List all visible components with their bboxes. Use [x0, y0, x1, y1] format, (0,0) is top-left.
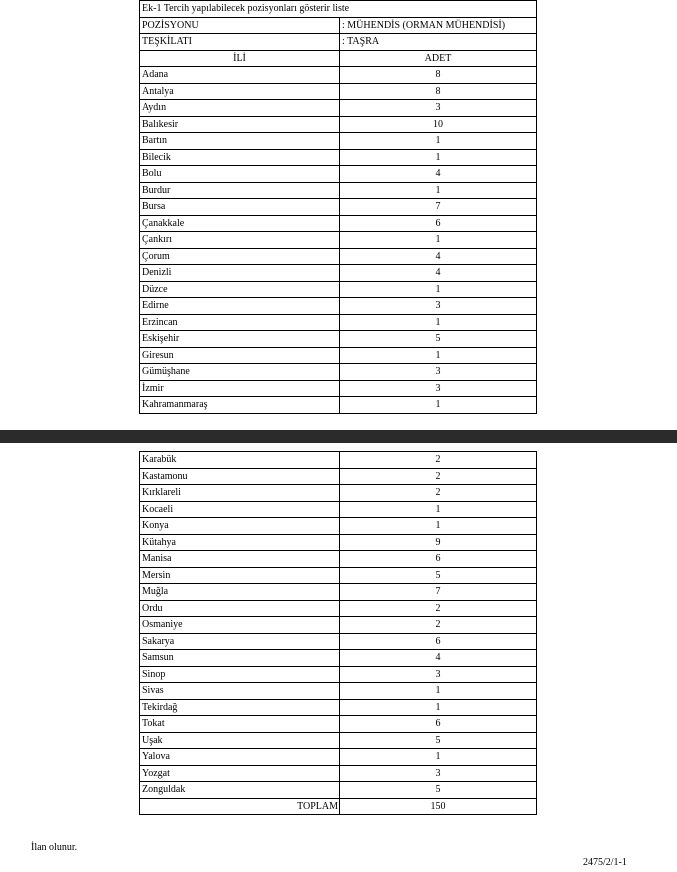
table-row: [140, 732, 537, 749]
organization-value: : TAŞRA: [340, 34, 537, 51]
organization-row: [140, 34, 537, 51]
count-cell: 4: [340, 248, 537, 265]
count-cell: 3: [340, 364, 537, 381]
count-cell: 2: [340, 468, 537, 485]
table-row: [140, 699, 537, 716]
province-cell: Aydın: [140, 100, 340, 117]
organization-label: TEŞKİLATI: [140, 34, 340, 51]
count-cell: 1: [340, 699, 537, 716]
province-cell: Gümüşhane: [140, 364, 340, 381]
positions-table-part2: [139, 451, 537, 815]
table-row: [140, 83, 537, 100]
province-cell: Muğla: [140, 584, 340, 601]
table-row: [140, 166, 537, 183]
table-row: [140, 215, 537, 232]
table-row: [140, 633, 537, 650]
count-cell: 1: [340, 749, 537, 766]
count-cell: 10: [340, 116, 537, 133]
count-cell: 4: [340, 650, 537, 667]
footer-note: İlan olunur.: [31, 842, 78, 853]
province-cell: Manisa: [140, 551, 340, 568]
table-row: [140, 650, 537, 667]
count-cell: 1: [340, 149, 537, 166]
province-cell: Sakarya: [140, 633, 340, 650]
province-cell: Çankırı: [140, 232, 340, 249]
table-row: [140, 265, 537, 282]
count-cell: 6: [340, 716, 537, 733]
province-cell: Kütahya: [140, 534, 340, 551]
table-row: [140, 485, 537, 502]
table-row: [140, 600, 537, 617]
total-value: 150: [340, 798, 537, 815]
table-row: [140, 567, 537, 584]
province-cell: Çanakkale: [140, 215, 340, 232]
table-row: [140, 232, 537, 249]
table-row: [140, 765, 537, 782]
province-cell: Denizli: [140, 265, 340, 282]
province-cell: Kırklareli: [140, 485, 340, 502]
province-cell: Kocaeli: [140, 501, 340, 518]
count-cell: 9: [340, 534, 537, 551]
table-row: [140, 551, 537, 568]
table-row: [140, 501, 537, 518]
province-cell: Uşak: [140, 732, 340, 749]
province-cell: Bolu: [140, 166, 340, 183]
province-cell: Giresun: [140, 347, 340, 364]
table-title: Ek-1 Tercih yapılabilecek pozisyonları gösterir liste: [140, 1, 537, 18]
column-header-row: [140, 50, 537, 67]
table-row: [140, 584, 537, 601]
table-row: [140, 182, 537, 199]
province-cell: Edirne: [140, 298, 340, 315]
province-cell: Tekirdağ: [140, 699, 340, 716]
table-row: [140, 314, 537, 331]
count-cell: 1: [340, 133, 537, 150]
count-cell: 2: [340, 617, 537, 634]
count-cell: 1: [340, 518, 537, 535]
count-cell: 1: [340, 314, 537, 331]
table-row: [140, 364, 537, 381]
province-cell: Yozgat: [140, 765, 340, 782]
positions-table-part1: [139, 0, 537, 414]
total-row: [140, 798, 537, 815]
count-cell: 3: [340, 380, 537, 397]
province-cell: Erzincan: [140, 314, 340, 331]
count-cell: 6: [340, 551, 537, 568]
count-cell: 5: [340, 331, 537, 348]
count-cell: 4: [340, 166, 537, 183]
count-cell: 1: [340, 281, 537, 298]
column-header-province: İLİ: [140, 50, 340, 67]
count-cell: 3: [340, 666, 537, 683]
count-cell: 7: [340, 584, 537, 601]
table-row: [140, 116, 537, 133]
table-row: [140, 683, 537, 700]
count-cell: 1: [340, 347, 537, 364]
table-row: [140, 298, 537, 315]
province-cell: Antalya: [140, 83, 340, 100]
count-cell: 2: [340, 600, 537, 617]
table-row: [140, 199, 537, 216]
count-cell: 8: [340, 67, 537, 84]
count-cell: 3: [340, 100, 537, 117]
count-cell: 5: [340, 567, 537, 584]
table-row: [140, 468, 537, 485]
count-cell: 1: [340, 683, 537, 700]
table-row: [140, 749, 537, 766]
table-row: [140, 716, 537, 733]
count-cell: 1: [340, 232, 537, 249]
province-cell: Sivas: [140, 683, 340, 700]
province-cell: Adana: [140, 67, 340, 84]
table-row: [140, 100, 537, 117]
count-cell: 6: [340, 633, 537, 650]
table-row: [140, 149, 537, 166]
province-cell: Yalova: [140, 749, 340, 766]
province-cell: Mersin: [140, 567, 340, 584]
count-cell: 1: [340, 397, 537, 414]
table-row: [140, 518, 537, 535]
count-cell: 1: [340, 182, 537, 199]
count-cell: 7: [340, 199, 537, 216]
table-row: [140, 67, 537, 84]
province-cell: Osmaniye: [140, 617, 340, 634]
province-cell: Tokat: [140, 716, 340, 733]
count-cell: 4: [340, 265, 537, 282]
count-cell: 1: [340, 501, 537, 518]
count-cell: 2: [340, 485, 537, 502]
province-cell: Ordu: [140, 600, 340, 617]
count-cell: 3: [340, 765, 537, 782]
province-cell: İzmir: [140, 380, 340, 397]
province-cell: Düzce: [140, 281, 340, 298]
province-cell: Bartın: [140, 133, 340, 150]
table-row: [140, 397, 537, 414]
province-cell: Balıkesir: [140, 116, 340, 133]
table-row: [140, 782, 537, 799]
count-cell: 8: [340, 83, 537, 100]
count-cell: 6: [340, 215, 537, 232]
count-cell: 2: [340, 452, 537, 469]
table-row: [140, 133, 537, 150]
page-divider: [0, 430, 677, 443]
province-cell: Bursa: [140, 199, 340, 216]
table-row: [140, 666, 537, 683]
province-cell: Eskişehir: [140, 331, 340, 348]
position-row: [140, 17, 537, 34]
table-row: [140, 380, 537, 397]
table-row: [140, 347, 537, 364]
count-cell: 5: [340, 782, 537, 799]
page-number: 2475/2/1-1: [583, 857, 627, 868]
table-row: [140, 534, 537, 551]
province-cell: Bilecik: [140, 149, 340, 166]
position-label: POZİSYONU: [140, 17, 340, 34]
province-cell: Burdur: [140, 182, 340, 199]
count-cell: 3: [340, 298, 537, 315]
total-label: TOPLAM: [140, 798, 340, 815]
table-title-row: [140, 1, 537, 18]
province-cell: Konya: [140, 518, 340, 535]
province-cell: Zonguldak: [140, 782, 340, 799]
province-cell: Karabük: [140, 452, 340, 469]
table-row: [140, 248, 537, 265]
count-cell: 5: [340, 732, 537, 749]
province-cell: Samsun: [140, 650, 340, 667]
province-cell: Kahramanmaraş: [140, 397, 340, 414]
position-value: : MÜHENDİS (ORMAN MÜHENDİSİ): [340, 17, 537, 34]
table-row: [140, 331, 537, 348]
province-cell: Kastamonu: [140, 468, 340, 485]
column-header-count: ADET: [340, 50, 537, 67]
table-row: [140, 281, 537, 298]
table-row: [140, 617, 537, 634]
table-row: [140, 452, 537, 469]
province-cell: Çorum: [140, 248, 340, 265]
province-cell: Sinop: [140, 666, 340, 683]
